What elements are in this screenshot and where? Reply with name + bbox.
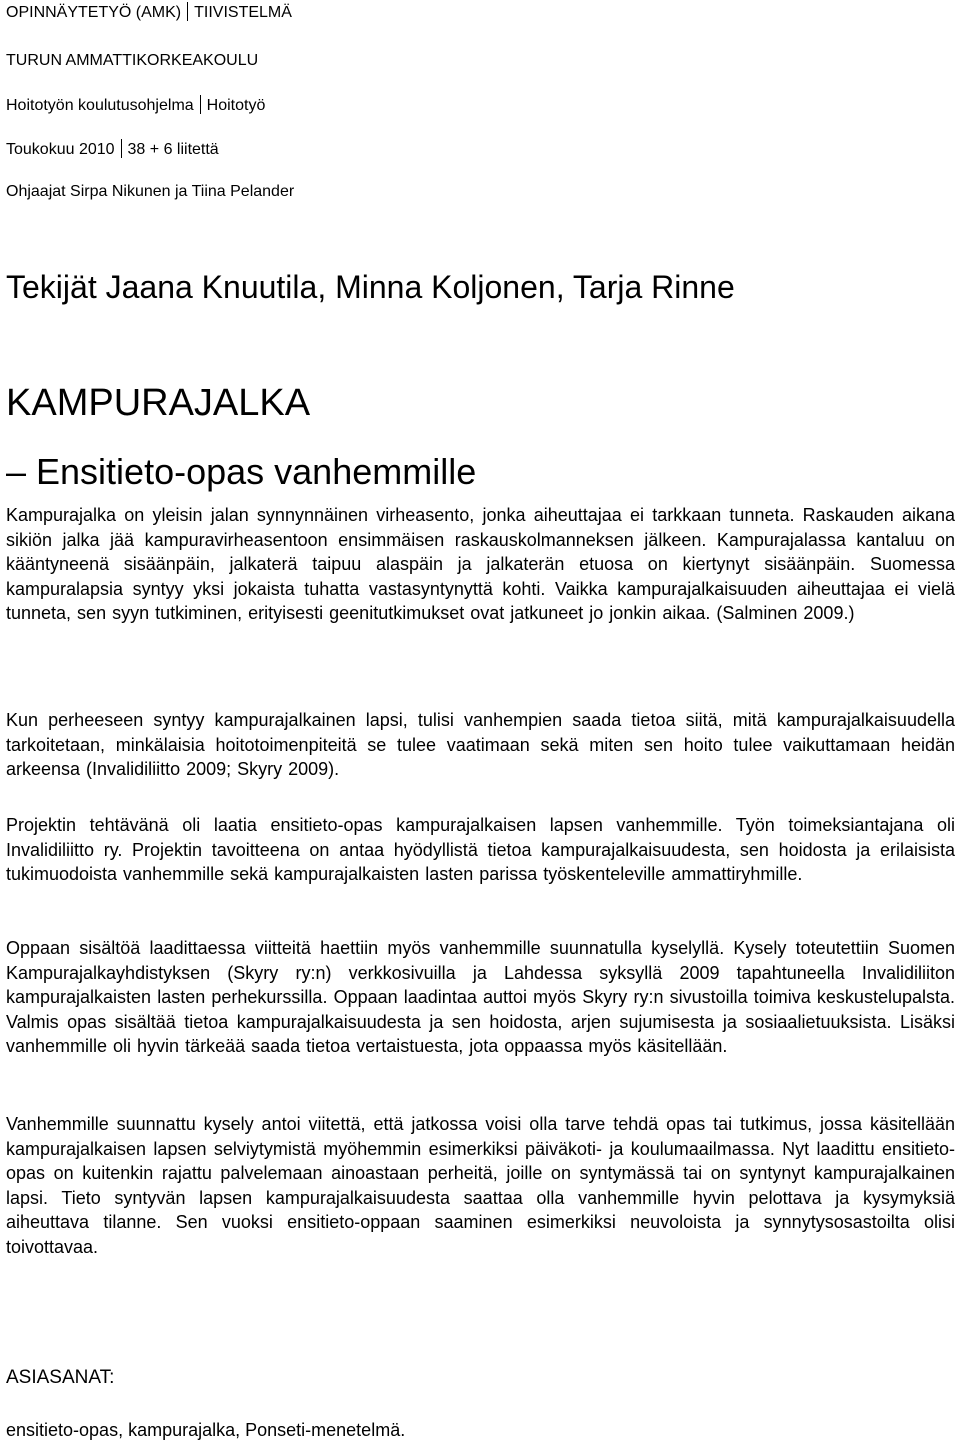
abstract-paragraph-4: Oppaan sisältöä laadittaessa viitteitä haettiin myös vanhemmille suunnatulla kyselyllä. Kysely toteutettiin Suomen Kampurajalkayhdistyksen (Skyry ry:n) verkkosivuilla ja Lahdessa syksyllä 2009 tapahtuneella Invalidiliiton kampurajalkaisten lasten perhekurssilla. Oppaan laadintaa auttoi myös Skyry ry:n sivustoilla toimiva keskustelupalsta. Valmis opas sisältää tietoa kampurajalkaisuudesta ja sen hoidosta, arjen sujumisesta ja sosiaalietuuksista. Lisäksi vanhemmille oli hyvin tärkeää saada tietoa vertaistuesta, jota oppaassa myös käsitellään. (6, 938, 955, 1056)
document-subtype: TIIVISTELMÄ (194, 4, 292, 21)
document-type: OPINNÄYTETYÖ (AMK) (6, 4, 182, 21)
programme-line (6, 95, 265, 116)
document-type-line (6, 2, 292, 23)
abstract-paragraph-1: Kampurajalka on yleisin jalan synnynnäinen virheasento, jonka aiheuttajaa ei tarkkaan tunneta. Raskauden aikana sikiön jalka jää kampuravirheasentoon ensimmäisen raskauskolmanneksen jälkeen. Kampurajalassa kantaluu on kääntyneenä sisäänpäin, jalkaterä taipuu alaspäin ja jalkaterän etuosa on kiertynyt sisäänpäin. Suomessa kampuralapsia syntyy yksi jokaista tuhatta vastasyntynyttä kohti. Vaikka kampurajalkaisuuden aiheuttajaa ei vielä tunneta, sen syyn tutkiminen, erityisesti geenitutkimukset ovat jatkuneet jo jonkin aikaa. (Salminen 2009.) (6, 505, 955, 623)
programme: Hoitotyön koulutusohjelma (6, 97, 194, 114)
specialisation: Hoitotyö (206, 97, 266, 114)
abstract-paragraph-3: Projektin tehtävänä oli laatia ensitieto-opas kampurajalkaisen lapsen vanhemmille. Työn toimeksiantajana oli Invalidiliitto ry. Projektin tavoitteena on antaa hyödyllistä tietoa kampurajalkaisuudesta, sen hoidosta ja erilaisista tukimuodoista vanhemmille sekä kampurajalkaisten lasten parissa työskenteleville ammattiryhmille. (6, 815, 955, 884)
keywords: ensitieto-opas, kampurajalka, Ponseti-menetelmä. (6, 1420, 406, 1440)
separator (187, 2, 188, 21)
authors: Tekijät Jaana Knuutila, Minna Koljonen, Tarja Rinne (6, 269, 735, 305)
keywords-label: ASIASANAT: (6, 1367, 115, 1388)
page-count: 38 + 6 liitettä (127, 141, 219, 158)
separator (200, 95, 201, 114)
publication-date: Toukokuu 2010 (6, 141, 115, 158)
separator (121, 139, 122, 158)
abstract-paragraph-5: Vanhemmille suunnattu kysely antoi viitettä, että jatkossa voisi olla tarve tehdä opas tai tutkimus, jossa käsitellään kampurajalkaisen lapsen selviytymistä myöhemmin esimerkiksi päiväkoti- ja koulumaailmassa. Nyt laadittu ensitieto-opas on kuitenkin rajattu palvelemaan ainoastaan perheitä, joille on syntymässä tai on syntynyt kampurajalkainen lapsi. Tieto syntyvän lapsen kampurajalkaisuudesta saattaa olla vanhemmille hyvin pelottava ja kysymyksiä aiheuttava tilanne. Sen vuoksi ensitieto-oppaan saaminen esimerkiksi neuvoloista ja synnytysosastoilta olisi toivottavaa. (6, 1114, 955, 1257)
thesis-subtitle: – Ensitieto-opas vanhemmille (6, 451, 477, 492)
thesis-title: KAMPURAJALKA (6, 382, 311, 424)
abstract-paragraph-2: Kun perheeseen syntyy kampurajalkainen lapsi, tulisi vanhempien saada tietoa siitä, mitä kampurajalkaisuudella tarkoitetaan, minkälaisia hoitotoimenpiteitä se tulee vaatimaan sekä miten sen hoito tulee vaikuttamaan heidän arkeensa (Invalidiliitto 2009; Skyry 2009). (6, 710, 955, 779)
date-pages-line (6, 139, 219, 160)
institution: TURUN AMMATTIKORKEAKOULU (6, 52, 259, 69)
supervisors: Ohjaajat Sirpa Nikunen ja Tiina Pelander (6, 183, 295, 200)
